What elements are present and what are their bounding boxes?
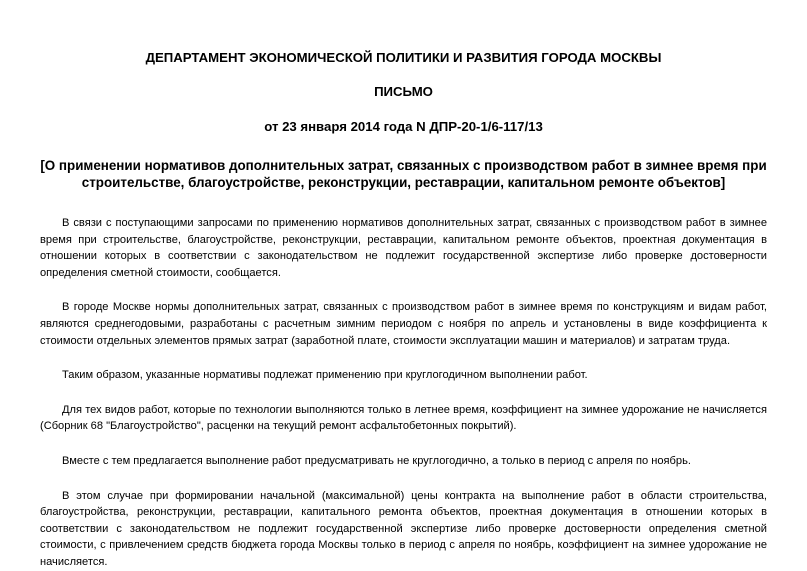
paragraph: Для тех видов работ, которые по технологии выполняются только в летнее время, коэффициент на зимнее удорожание не начисляется (Сборник 68 "Благоустройство", расценки на текущий ремонт асфальтобетонных покрытий). — [40, 403, 767, 433]
document-body — [40, 215, 767, 571]
paragraph: В этом случае при формировании начальной (максимальной) цены контракта на выполнение работ в области строительства, благоустройства, реконструкции, реставрации, капитального ремонта объектов, проектная документация в отношении которых в соответствии с законодательством не подлежит государственной экспертизе либо проверке достоверности определения сметной стоимости, с привлечением средств бюджета города Москвы только в период с апреля по ноябрь, коэффициент на зимнее удорожание не начисляется. — [40, 489, 767, 568]
paragraph: В связи с поступающими запросами по применению нормативов дополнительных затрат, связанных с производством работ в зимнее время при строительстве, благоустройстве, реконструкции, реставрации, капитальном ремонте объектов, проектная документация в отношении которых в соответствии с законодательством не подлежит государственной экспертизе либо проверке достоверности определения сметной стоимости, сообщается. — [40, 217, 767, 279]
department-title: ДЕПАРТАМЕНТ ЭКОНОМИЧЕСКОЙ ПОЛИТИКИ И РАЗВИТИЯ ГОРОДА МОСКВЫ — [145, 50, 662, 65]
document-subject: [О применении нормативов дополнительных затрат, связанных с производством работ в зимнее время при строительстве, благоустройстве, реконструкции, реставрации, капитальном ремонте объектов] — [40, 158, 767, 190]
document-date-number: от 23 января 2014 года N ДПР-20-1/6-117/13 — [264, 119, 543, 134]
paragraph: В городе Москве нормы дополнительных затрат, связанных с производством работ в зимнее время по конструкциям и видам работ, являются среднегодовыми, разработаны с расчетным зимним периодом с ноября по апрель и установлены в виде коэффициента к стоимости отдельных элементов прямых затрат (заработной плате, стоимости эксплуатации машин и материалов) и затратам труда. — [40, 301, 767, 347]
paragraph: Таким образом, указанные нормативы подлежат применению при круглогодичном выполнении работ. — [62, 369, 588, 382]
paragraph: Вместе с тем предлагается выполнение работ предусматривать не круглогодично, а только в период с апреля по ноябрь. — [62, 454, 691, 467]
document-type: ПИСЬМО — [374, 84, 433, 99]
